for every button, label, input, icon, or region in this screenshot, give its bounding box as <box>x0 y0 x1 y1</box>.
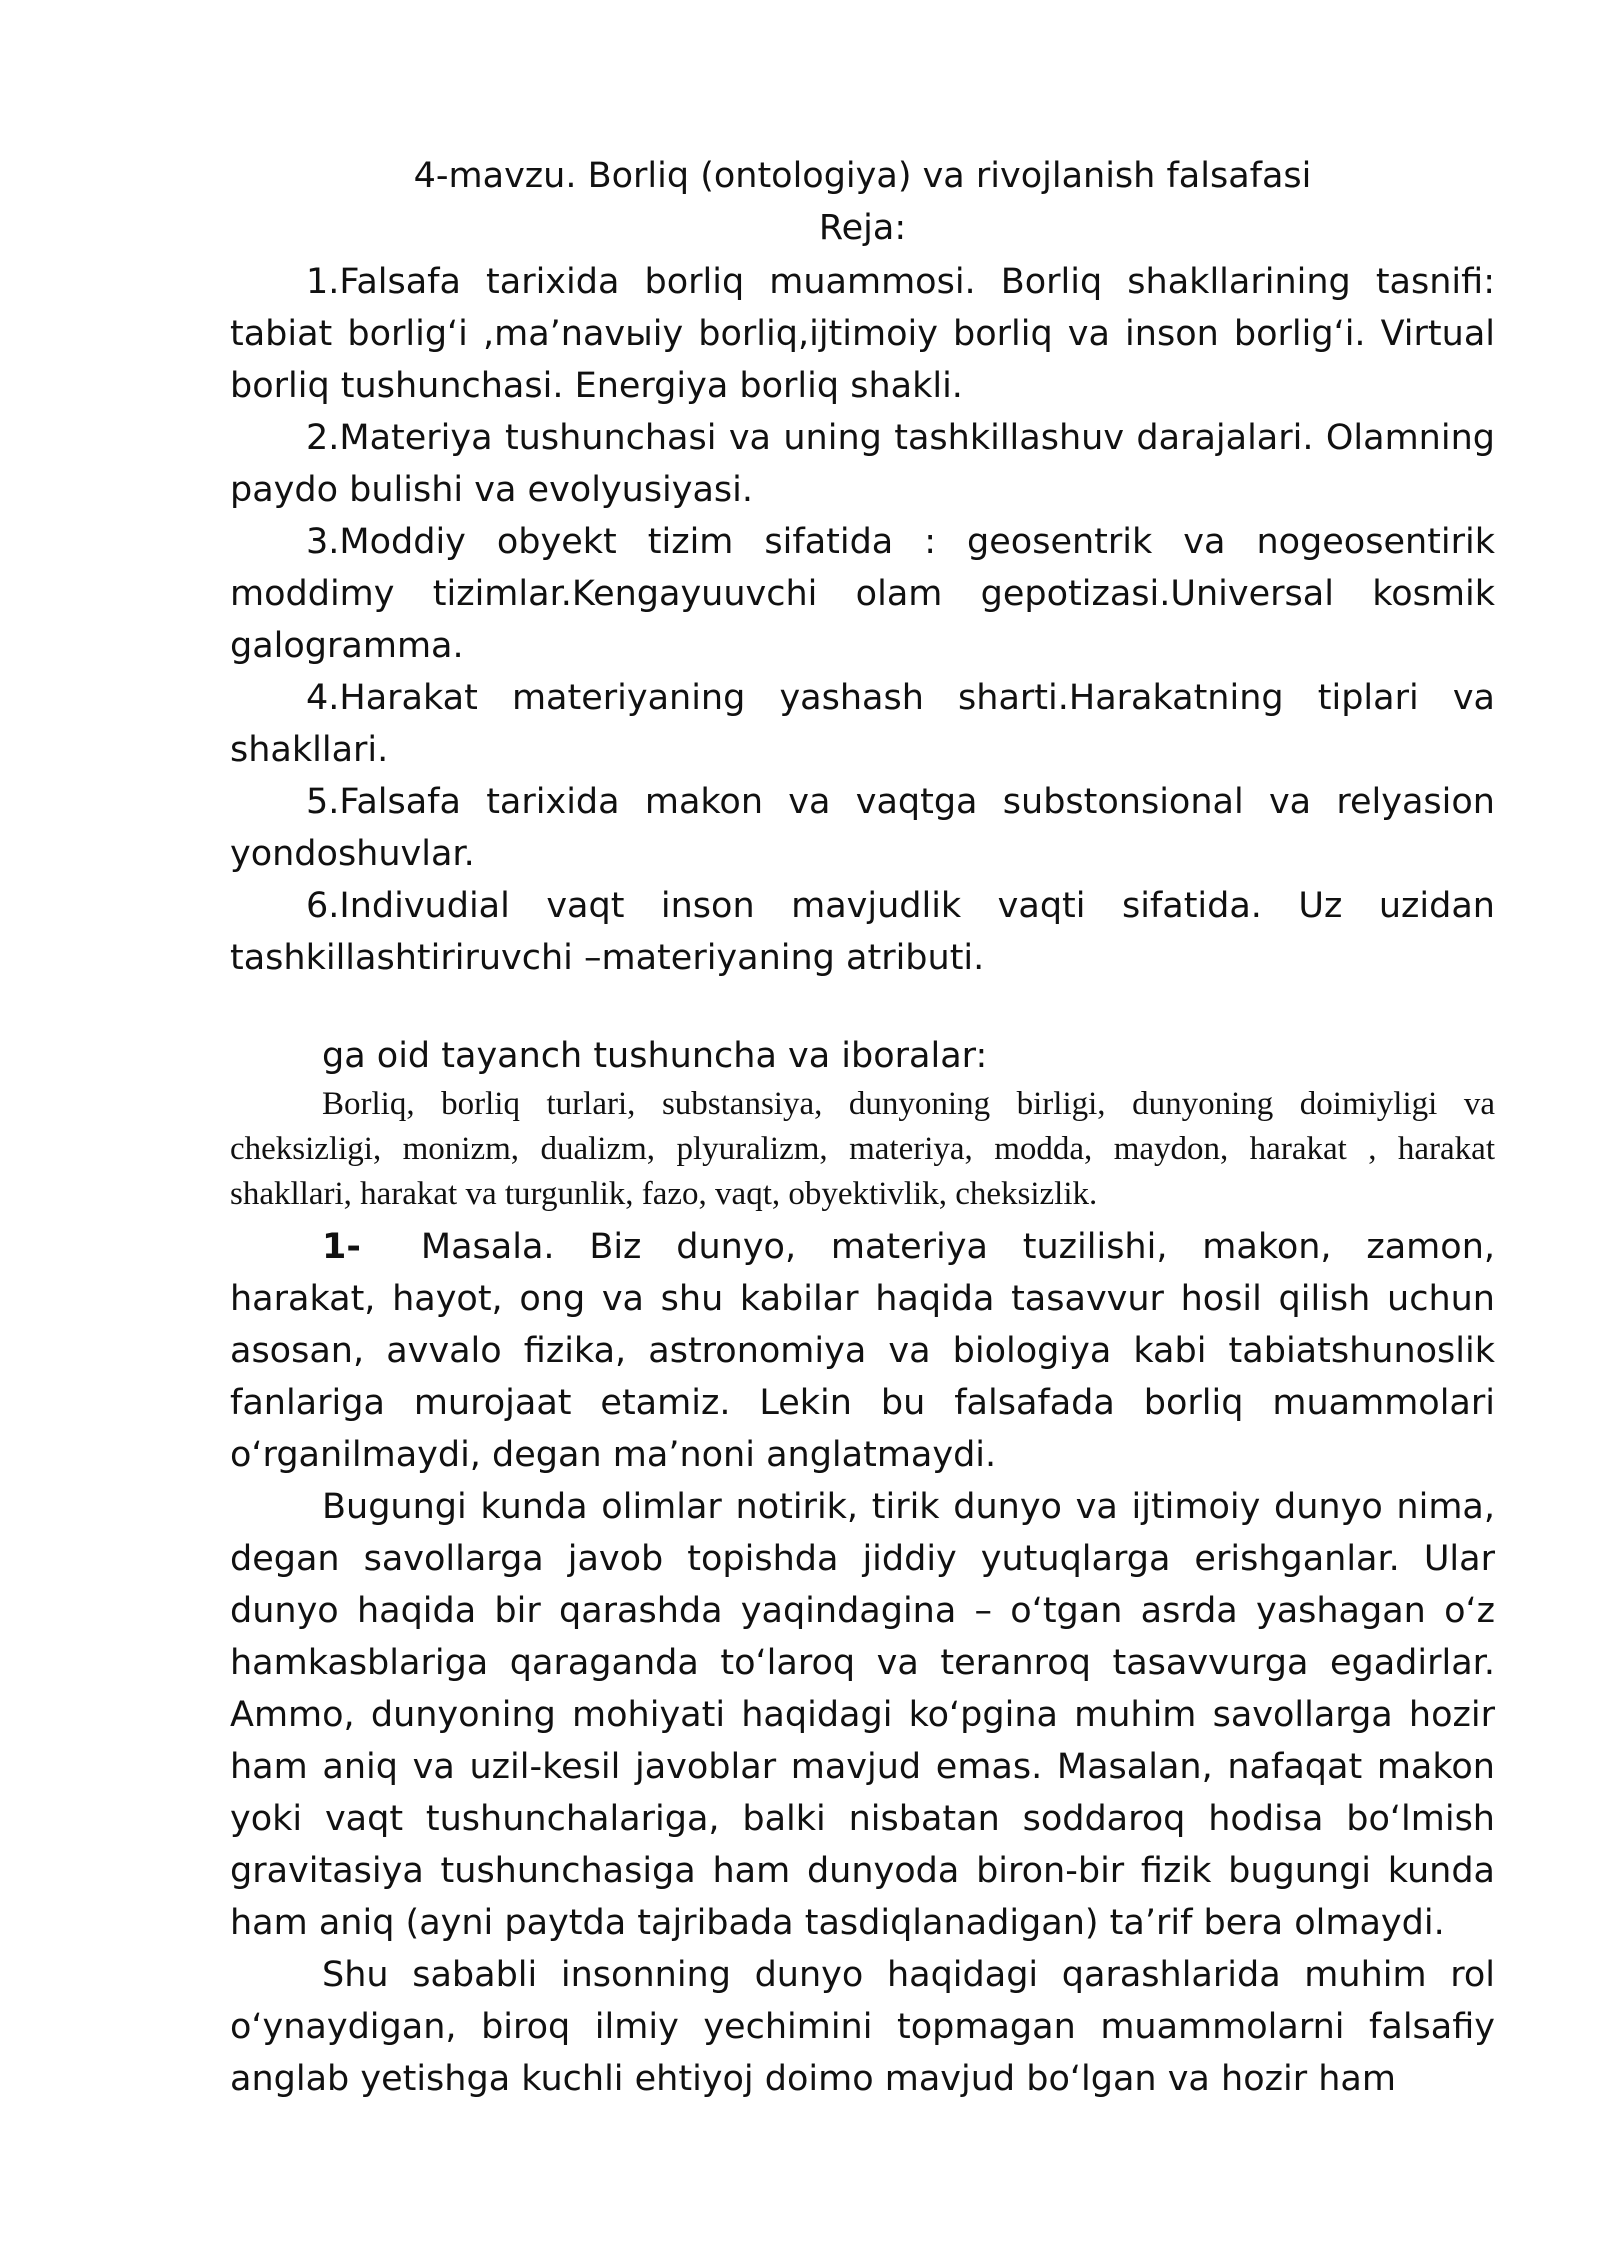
plan-list <box>230 256 1495 984</box>
plan-item: 1.Falsafa tarixida borliq muammosi. Borliq shakllarining tasnifi: tabiat borligʻi ,maʼnavыiy borliq,ijtimoiy borliq va inson borligʻi. Virtual borliq tushunchasi. Energiya borliq shakli. <box>230 262 1495 406</box>
body-paragraph: Bugungi kunda olimlar notirik, tirik dunyo va ijtimoiy dunyo nima, degan savollarga javob topishda jiddiy yutuqlarga erishganlar. Ular dunyo haqida bir qarashda yaqindagina – oʻtgan asrda yashagan oʻz hamkasblariga qaraganda toʻlaroq va teranroq tasavvurga egadirlar. Ammo, dunyoning mohiyati haqidagi koʻpgina muhim savollarga hozir ham aniq va uzil-kesil javoblar mavjud emas. Masalan, nafaqat makon yoki vaqt tushunchalariga, balki nisbatan soddaroq hodisa boʻlmish gravitasiya tushunchasiga ham dunyoda biron-bir fizik bugungi kunda ham aniq (ayni paytda tajribada tasdiqlanadigan) taʼrif bera olmaydi. <box>230 1487 1495 1943</box>
plan-item: 2.Materiya tushunchasi va uning tashkillashuv darajalari. Olamning paydo bulishi va evolyusiyasi. <box>230 418 1495 510</box>
section-spacer <box>230 984 1495 1030</box>
plan-item: 5.Falsafa tarixida makon va vaqtga substonsional va relyasion yondoshuvlar. <box>230 782 1495 874</box>
masala-text: Masala. Biz dunyo, materiya tuzilishi, makon, zamon, harakat, hayot, ong va shu kabilar haqida tasavvur hosil qilish uchun asosan, avvalo fizika, astronomiya va biologiya kabi tabiatshunoslik fanlariga murojaat etamiz. Lekin bu falsafada borliq muammolari oʻrganilmaydi, degan maʼnoni anglatmaydi. <box>230 1227 1495 1475</box>
plan-item: 4.Harakat materiyaning yashash sharti.Harakatning tiplari va shakllari. <box>230 678 1495 770</box>
document-title: 4-mavzu. Borliq (ontologiya) va rivojlanish falsafasi <box>413 156 1312 196</box>
key-terms-heading: ga oid tayanch tushuncha va iboralar: <box>322 1036 988 1076</box>
body-paragraph <box>230 1221 1495 1481</box>
plan-item: 6.Indivudial vaqt inson mavjudlik vaqti sifatida. Uz uzidan tashkillashtiriruvchi –materiyaning atributi. <box>230 886 1495 978</box>
body-paragraph: Shu sababli insonning dunyo haqidagi qarashlarida muhim rol oʻynaydigan, biroq ilmiy yechimini topmagan muammolarni falsafiy anglab yetishga kuchli ehtiyoj doimo mavjud boʻlgan va hozir ham <box>230 1955 1495 2099</box>
document-page <box>230 150 1495 2105</box>
key-terms-text: Borliq, borliq turlari, substansiya, dunyoning birligi, dunyoning doimiyligi va cheksizligi, monizm, dualizm, plyuralizm, materiya, modda, maydon, harakat , harakat shakllari, harakat va turgunlik, fazo, vaqt, obyektivlik, cheksizlik. <box>230 1086 1495 1212</box>
plan-heading: Reja: <box>818 208 907 248</box>
masala-number: 1- <box>322 1227 361 1267</box>
plan-item: 3.Moddiy obyekt tizim sifatida : geosentrik va nogeosentirik moddimy tizimlar.Kengayuuvchi olam gepotizasi.Universal kosmik galogramma. <box>230 522 1495 666</box>
